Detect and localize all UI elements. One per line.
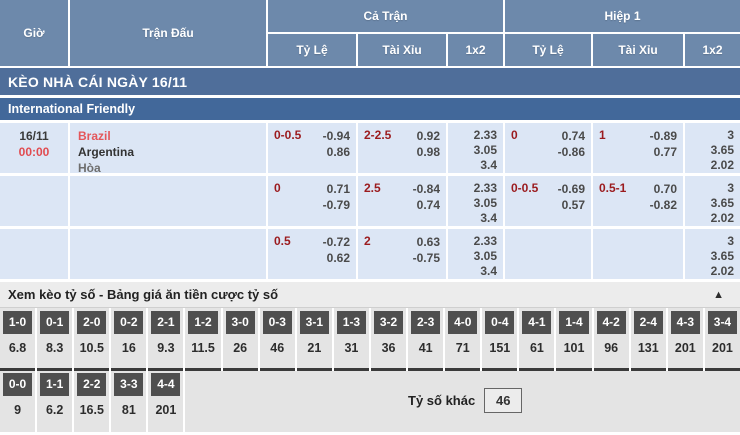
score-cell[interactable] <box>0 308 35 371</box>
h1-handicap-cell <box>505 123 591 173</box>
odds-value[interactable]: 0.57 <box>561 198 585 212</box>
score-odds[interactable]: 36 <box>381 341 396 355</box>
h1-1x2-cell <box>685 123 740 173</box>
h1-over-under-cell <box>593 123 683 173</box>
score-label: 4-3 <box>671 311 700 334</box>
odds-value[interactable]: 0.92 <box>416 129 440 143</box>
odds-value[interactable]: -0.72 <box>322 235 350 249</box>
score-odds[interactable]: 201 <box>674 341 696 355</box>
over-under-line: 2-2.5 <box>364 128 392 142</box>
odds-value[interactable]: -0.94 <box>322 129 350 143</box>
score-grid-draw-row <box>0 371 740 432</box>
odds-value[interactable]: -0.86 <box>557 145 585 159</box>
odds-value[interactable]: 3.65 <box>710 249 734 263</box>
score-label: 3-2 <box>374 311 403 334</box>
score-label: 1-3 <box>337 311 366 334</box>
odds-value[interactable]: 2.33 <box>473 181 497 195</box>
score-cell[interactable] <box>594 308 629 371</box>
match-time-cell <box>0 123 68 173</box>
score-label: 3-1 <box>300 311 329 334</box>
score-label: 2-0 <box>77 311 106 334</box>
score-panel-toggle[interactable] <box>0 282 740 308</box>
match-teams-cell <box>70 123 266 173</box>
h1-1x2-cell <box>685 229 740 279</box>
ft-over-under-cell <box>358 123 446 173</box>
odds-value[interactable]: 3 <box>727 128 734 142</box>
group-header-first-half: Hiệp 1 <box>505 0 740 32</box>
odds-value[interactable]: -0.82 <box>649 198 677 212</box>
match-time-cell <box>0 229 68 279</box>
score-odds[interactable]: 81 <box>121 403 136 417</box>
odds-value[interactable]: -0.79 <box>322 198 350 212</box>
subheader-ft-1x2: 1x2 <box>448 34 503 66</box>
subheader-ft-handicap: Tỷ Lệ <box>268 34 356 66</box>
score-label: 1-4 <box>559 311 588 334</box>
h1-handicap-cell <box>505 229 591 279</box>
group-header-full-time: Cả Trận <box>268 0 503 32</box>
score-label: 2-4 <box>634 311 663 334</box>
over-under-line: 2.5 <box>364 181 381 195</box>
score-odds[interactable]: 21 <box>307 341 322 355</box>
ft-over-under-cell <box>358 229 446 279</box>
odds-table-header <box>0 0 740 66</box>
odds-value[interactable]: 3.4 <box>480 211 497 225</box>
odds-value[interactable]: 0.70 <box>653 182 677 196</box>
score-odds[interactable]: 9 <box>14 403 22 417</box>
score-odds[interactable]: 16.5 <box>79 403 104 417</box>
score-label: 4-0 <box>448 311 477 334</box>
odds-value[interactable]: 0.98 <box>416 145 440 159</box>
other-score-odds-box[interactable]: 46 <box>484 388 522 413</box>
score-odds[interactable]: 8.3 <box>45 341 64 355</box>
league-name: International Friendly <box>0 98 740 120</box>
odds-value[interactable]: 3 <box>727 234 734 248</box>
away-team-name: Argentina <box>78 145 135 159</box>
score-cell[interactable] <box>223 308 258 371</box>
score-cell[interactable] <box>37 371 72 432</box>
score-cell[interactable] <box>74 308 109 371</box>
handicap-line: 0-0.5 <box>511 181 539 195</box>
subheader-h1-handicap: Tỷ Lệ <box>505 34 591 66</box>
score-odds[interactable]: 96 <box>604 341 619 355</box>
score-grid-full <box>0 308 740 371</box>
score-odds[interactable]: 201 <box>155 403 177 417</box>
h1-over-under-cell <box>593 229 683 279</box>
score-odds[interactable]: 71 <box>455 341 470 355</box>
match-time: 00:00 <box>18 145 50 159</box>
collapse-arrow-icon[interactable]: ▲ <box>713 288 724 301</box>
odds-row <box>0 123 740 173</box>
odds-value[interactable]: 0.77 <box>653 145 677 159</box>
score-odds[interactable]: 31 <box>344 341 359 355</box>
odds-value[interactable]: 2.33 <box>473 234 497 248</box>
score-odds[interactable]: 6.8 <box>8 341 27 355</box>
score-label: 4-1 <box>522 311 551 334</box>
subheader-h1-1x2: 1x2 <box>685 34 740 66</box>
odds-value[interactable]: 0.71 <box>326 182 350 196</box>
score-odds[interactable]: 26 <box>233 341 248 355</box>
ft-1x2-cell <box>448 176 503 226</box>
score-odds[interactable]: 201 <box>712 341 733 355</box>
col-header-match: Trận Đấu <box>70 0 266 66</box>
score-cell[interactable] <box>705 308 740 371</box>
col-header-time: Giờ <box>0 0 68 66</box>
odds-value[interactable]: 0.74 <box>561 129 585 143</box>
h1-over-under-cell <box>593 176 683 226</box>
match-time-cell <box>0 176 68 226</box>
score-label: 3-0 <box>226 311 255 334</box>
odds-value[interactable]: -0.84 <box>412 182 440 196</box>
score-cell[interactable] <box>185 308 220 371</box>
over-under-line: 2 <box>364 234 371 248</box>
odds-value[interactable]: 3.05 <box>473 196 497 210</box>
score-label: 3-3 <box>114 373 143 396</box>
odds-value[interactable]: 2.02 <box>710 264 734 278</box>
over-under-line: 0.5-1 <box>599 181 627 195</box>
score-cell[interactable] <box>111 371 146 432</box>
other-score-group <box>408 388 522 413</box>
home-team-name: Brazil <box>78 129 111 143</box>
score-odds[interactable]: 10.5 <box>79 341 104 355</box>
score-label: 1-2 <box>188 311 217 334</box>
score-cell[interactable] <box>556 308 591 371</box>
odds-value[interactable]: -0.69 <box>557 182 585 196</box>
score-odds[interactable]: 101 <box>563 341 585 355</box>
odds-row <box>0 176 740 226</box>
other-score-label: Tỷ số khác <box>408 393 476 408</box>
score-label: 2-1 <box>151 311 180 334</box>
handicap-line: 0 <box>511 128 518 142</box>
score-odds[interactable]: 61 <box>529 341 544 355</box>
score-cell[interactable] <box>0 371 35 432</box>
score-label: 0-3 <box>263 311 292 334</box>
h1-handicap-cell <box>505 176 591 226</box>
score-label: 3-4 <box>708 311 737 334</box>
score-cell[interactable] <box>668 308 703 371</box>
score-cell[interactable] <box>74 371 109 432</box>
score-label: 1-0 <box>3 311 32 334</box>
ft-over-under-cell <box>358 176 446 226</box>
score-label: 2-2 <box>77 373 106 396</box>
ft-handicap-cell <box>268 123 356 173</box>
score-cell[interactable] <box>148 371 183 432</box>
ft-1x2-cell <box>448 123 503 173</box>
odds-value[interactable]: 3 <box>727 181 734 195</box>
subheader-ft-over-under: Tài Xỉu <box>358 34 446 66</box>
score-cell[interactable] <box>111 308 146 371</box>
score-cell[interactable] <box>297 308 332 371</box>
score-odds[interactable]: 151 <box>489 341 511 355</box>
score-cell[interactable] <box>408 308 443 371</box>
match-date: 16/11 <box>19 129 49 143</box>
odds-value[interactable]: 3.65 <box>710 143 734 157</box>
h1-1x2-cell <box>685 176 740 226</box>
score-odds[interactable]: 9.3 <box>157 341 175 355</box>
score-cell[interactable] <box>148 308 183 371</box>
ft-1x2-cell <box>448 229 503 279</box>
handicap-line: 0.5 <box>274 234 291 248</box>
odds-value[interactable]: 3.4 <box>480 158 497 172</box>
subheader-h1-over-under: Tài Xỉu <box>593 34 683 66</box>
score-odds[interactable]: 6.2 <box>45 403 64 417</box>
score-label: 1-1 <box>40 373 69 396</box>
odds-value[interactable]: 0.63 <box>416 235 440 249</box>
score-label: 0-0 <box>3 373 32 396</box>
odds-row <box>0 229 740 279</box>
handicap-line: 0 <box>274 181 281 195</box>
over-under-line: 1 <box>599 128 606 142</box>
score-panel-title: Xem kèo tỷ số - Bảng giá ăn tiền cược tỷ số <box>8 287 279 302</box>
odds-value[interactable]: 0.62 <box>326 251 350 265</box>
score-cell[interactable] <box>482 308 517 371</box>
match-teams-cell <box>70 229 266 279</box>
section-title-banner: KÈO NHÀ CÁI NGÀY 16/11 <box>0 68 740 95</box>
odds-value[interactable]: 3.05 <box>473 143 497 157</box>
score-label: 2-3 <box>411 311 440 334</box>
score-odds[interactable]: 16 <box>121 341 136 355</box>
handicap-line: 0-0.5 <box>274 128 302 142</box>
odds-value[interactable]: 3.65 <box>710 196 734 210</box>
score-cell[interactable] <box>334 308 369 371</box>
score-cell[interactable] <box>37 308 72 371</box>
score-odds[interactable]: 131 <box>637 341 659 355</box>
ft-handicap-cell <box>268 176 356 226</box>
score-odds[interactable]: 41 <box>418 341 433 355</box>
score-label: 0-2 <box>114 311 143 334</box>
odds-value[interactable]: -0.89 <box>649 129 677 143</box>
odds-value[interactable]: 2.33 <box>473 128 497 142</box>
score-cell[interactable] <box>631 308 666 371</box>
score-cell[interactable] <box>519 308 554 371</box>
score-cell[interactable] <box>260 308 295 371</box>
score-odds[interactable]: 46 <box>270 341 285 355</box>
odds-value[interactable]: 3.05 <box>473 249 497 263</box>
draw-label: Hòa <box>78 161 101 175</box>
score-label: 4-2 <box>597 311 626 334</box>
score-label: 4-4 <box>151 373 180 396</box>
score-label: 0-1 <box>40 311 69 334</box>
odds-value[interactable]: 2.02 <box>710 211 734 225</box>
score-odds[interactable]: 11.5 <box>191 341 215 355</box>
score-cell[interactable] <box>445 308 480 371</box>
odds-value[interactable]: 2.02 <box>710 158 734 172</box>
odds-value[interactable]: 3.4 <box>480 264 497 278</box>
score-cell[interactable] <box>371 308 406 371</box>
odds-value[interactable]: -0.75 <box>412 251 440 265</box>
match-teams-cell <box>70 176 266 226</box>
ft-handicap-cell <box>268 229 356 279</box>
odds-value[interactable]: 0.74 <box>416 198 440 212</box>
odds-value[interactable]: 0.86 <box>326 145 350 159</box>
score-label: 0-4 <box>485 311 514 334</box>
